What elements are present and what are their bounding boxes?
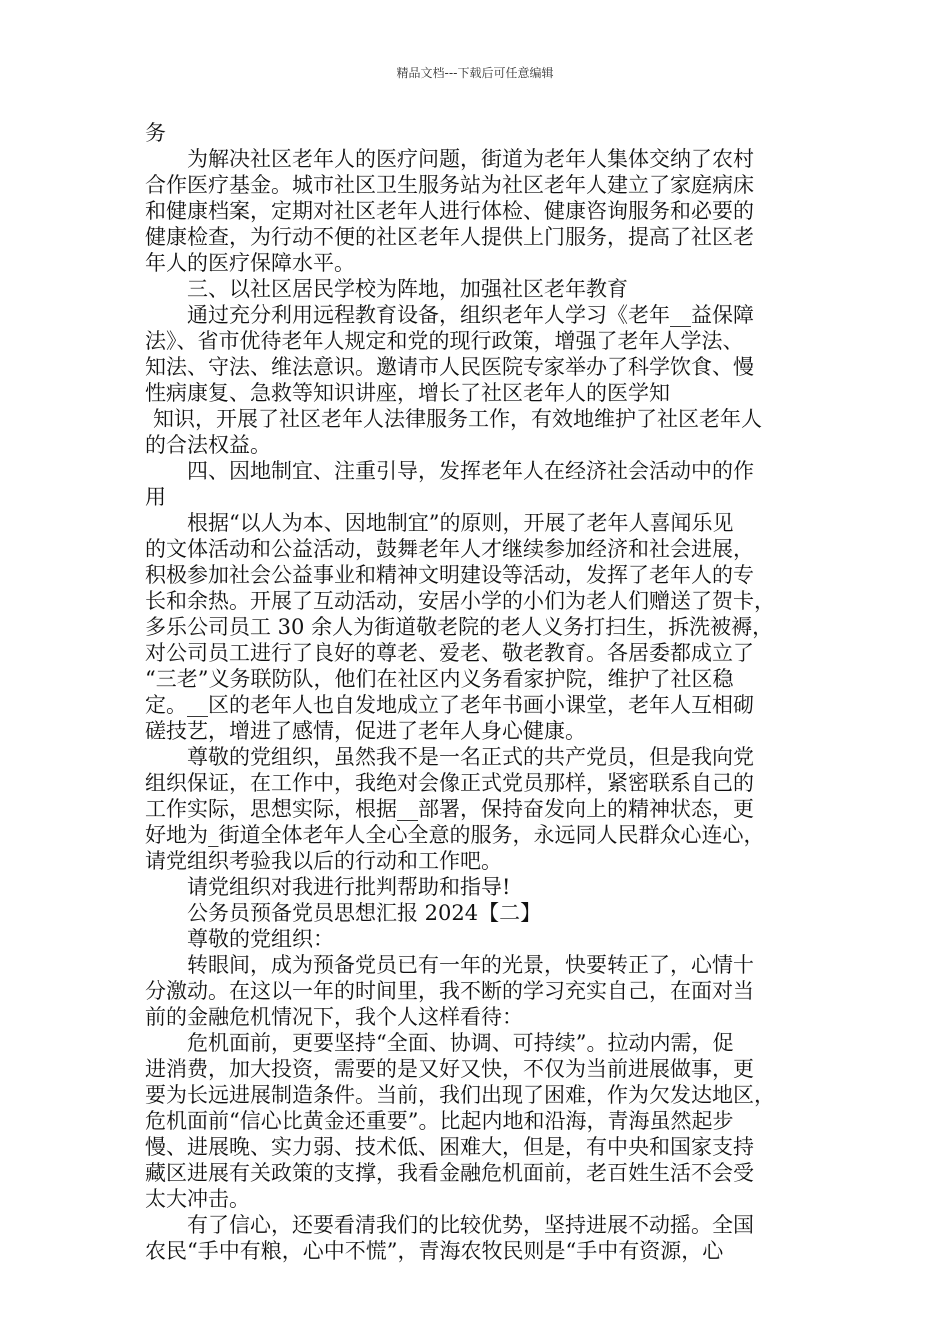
text-line: 藏区进展有关政策的支撑，我看金融危机面前，老百姓生活不会受 xyxy=(145,1161,754,1185)
text-line: 年人的医疗保障水平。 xyxy=(145,251,355,275)
text-line: 危机面前“信心比黄金还重要”。比起内地和沿海，青海虽然起步 xyxy=(145,1109,734,1133)
text-line: 进消费，加大投资，需要的是又好又快，不仅为当前进展做事，更 xyxy=(145,1057,754,1081)
text-line: 长和余热。开展了互动活动，安居小学的小们为老人们赠送了贺卡， xyxy=(145,589,775,613)
page-header: 精品文档---下载后可任意编辑 xyxy=(396,66,554,80)
text-line: 前的金融危机情况下，我个人这样看待： xyxy=(145,1005,523,1029)
text-line: “三老”义务联防队，他们在社区内义务看家护院，维护了社区稳 xyxy=(145,667,734,691)
text-line: 请党组织考验我以后的行动和工作吧。 xyxy=(145,849,502,873)
text-line: 积极参加社会公益事业和精神文明建设等活动，发挥了老年人的专 xyxy=(145,563,754,587)
text-line: 危机面前，更要坚持“全面、协调、可持续”。拉动内需，促 xyxy=(187,1031,734,1055)
text-line: 慢、进展晚、实力弱、技术低、困难大，但是，有中央和国家支持 xyxy=(145,1135,754,1159)
text-line: 的文体活动和公益活动，鼓舞老年人才继续参加经济和社会进展， xyxy=(145,537,754,561)
text-line: 尊敬的党组织： xyxy=(187,927,334,951)
text-line: 健康检查，为行动不便的社区老年人提供上门服务，提高了社区老 xyxy=(145,225,754,249)
text-line: 太大冲击。 xyxy=(145,1187,250,1211)
text-line: 转眼间，成为预备党员已有一年的光景，快要转正了，心情十 xyxy=(187,953,754,977)
text-line: 组织保证，在工作中，我绝对会像正式党员那样，紧密联系自己的 xyxy=(145,771,754,795)
text-line: 法》、省市优待老年人规定和党的现行政策，增强了老年人学法、 xyxy=(145,329,744,353)
document-body xyxy=(145,120,810,1264)
text-line: 公务员预备党员思想汇报 2024【二】 xyxy=(187,901,542,925)
text-line: 工作实际，思想实际，根据__部署，保持奋发向上的精神状态，更 xyxy=(145,797,754,821)
text-line: 为解决社区老年人的医疗问题，街道为老年人集体交纳了农村 xyxy=(187,147,754,171)
text-line: 的合法权益。 xyxy=(145,433,271,457)
text-line: 用 xyxy=(145,485,166,509)
text-line: 知法、守法、维法意识。邀请市人民医院专家举办了科学饮食、慢 xyxy=(145,355,754,379)
text-line: 尊敬的党组织，虽然我不是一名正式的共产党员，但是我向党 xyxy=(187,745,754,769)
text-line: 定。__区的老年人也自发地成立了老年书画小课堂，老年人互相砌 xyxy=(145,693,754,717)
text-line: 四、因地制宜、注重引导，发挥老年人在经济社会活动中的作 xyxy=(187,459,754,483)
text-line: 分激动。在这以一年的时间里，我不断的学习充实自己，在面对当 xyxy=(145,979,754,1003)
text-line: 知识，开展了社区老年人法律服务工作，有效地维护了社区老年人 xyxy=(153,407,762,431)
text-line: 合作医疗基金。城市社区卫生服务站为社区老年人建立了家庭病床 xyxy=(145,173,754,197)
text-line: 根据“以人为本、因地制宜”的原则，开展了老年人喜闻乐见 xyxy=(187,511,734,535)
text-line: 农民“手中有粮，心中不慌”，青海农牧民则是“手中有资源，心 xyxy=(145,1239,724,1263)
text-line: 有了信心，还要看清我们的比较优势，坚持进展不动摇。全国 xyxy=(187,1213,754,1237)
text-line: 性病康复、急救等知识讲座，增长了社区老年人的医学知 xyxy=(145,381,670,405)
text-line: 磋技艺，增进了感情，促进了老年人身心健康。 xyxy=(145,719,586,743)
text-line: 和健康档案，定期对社区老年人进行体检、健康咨询服务和必要的 xyxy=(145,199,754,223)
text-line: 多乐公司员工 30 余人为街道敬老院的老人义务打扫生，拆洗被褥， xyxy=(145,615,774,639)
text-line: 要为长远进展制造条件。当前，我们出现了困难，作为欠发达地区， xyxy=(145,1083,775,1107)
text-line: 通过充分利用远程教育设备，组织老年人学习《老年__益保障 xyxy=(187,303,754,327)
text-line: 好地为_街道全体老年人全心全意的服务，永远同人民群众心连心， xyxy=(145,823,765,847)
text-line: 请党组织对我进行批判帮助和指导! xyxy=(187,875,511,899)
text-line: 对公司员工进行了良好的尊老、爱老、敬老教育。各居委都成立了 xyxy=(145,641,754,665)
text-line: 三、以社区居民学校为阵地，加强社区老年教育 xyxy=(187,277,628,301)
text-line: 务 xyxy=(145,121,166,145)
